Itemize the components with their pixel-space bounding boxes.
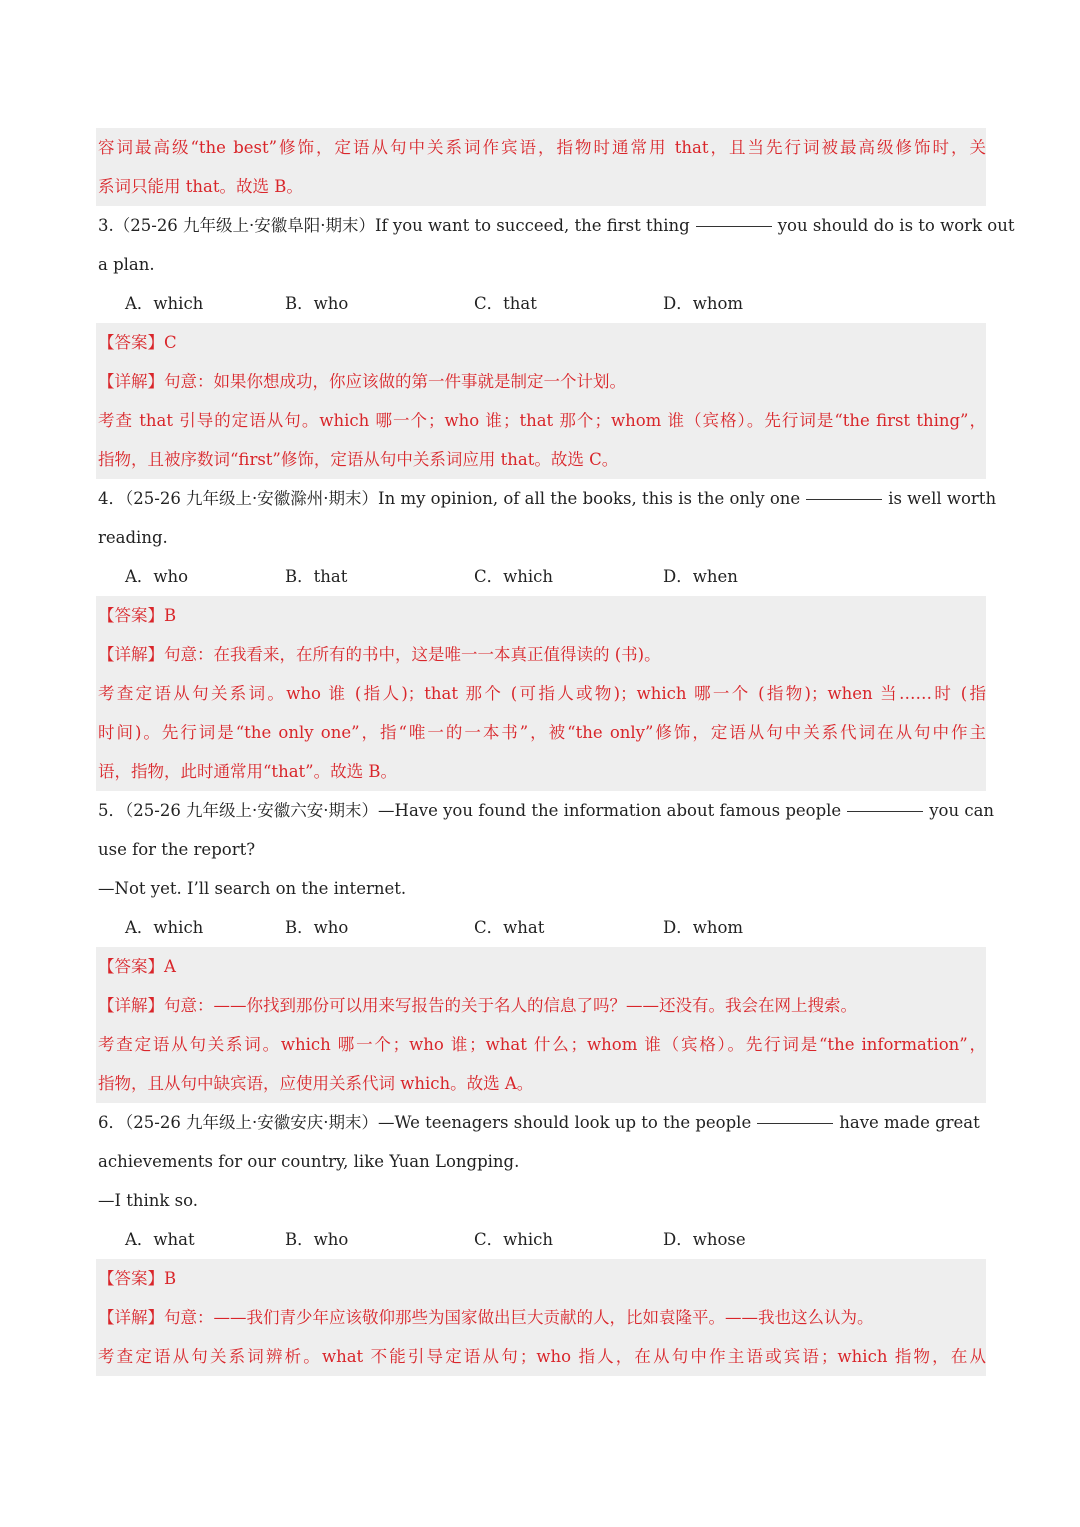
question-stem-line xyxy=(96,791,995,830)
option-a: A．what xyxy=(125,1230,195,1249)
stem-text: you should do is to work out xyxy=(777,216,1015,235)
explanation-line: 语，指物，此时通常用“that”。故选 B。 xyxy=(98,762,397,781)
answer-line: 【答案】C xyxy=(98,333,177,352)
carryover-explanation-box xyxy=(96,128,986,206)
option-a: A．which xyxy=(125,294,204,313)
option-c: C．which xyxy=(474,567,554,586)
stem-text: have made great xyxy=(839,1113,980,1132)
explanation-line: 考查定语从句关系词辨析。what 不能引导定语从句；who 指人，在从句中作主语或宾语；which 指物，在从 xyxy=(98,1347,986,1366)
question-6 xyxy=(96,1103,986,1376)
question-stem-line xyxy=(96,206,1015,245)
question-4 xyxy=(96,479,997,791)
stem-text: 3.（25-26 九年级上·安徽阜阳·期末）If you want to succeed, the first thing xyxy=(98,216,690,235)
option-a: A．which xyxy=(125,918,204,937)
explanation-line: 【详解】句意：——你找到那份可以用来写报告的关于名人的信息了吗？——还没有。我会在网上搜索。 xyxy=(98,996,857,1015)
options-row xyxy=(96,284,986,323)
option-b: B．who xyxy=(285,294,349,313)
explanation-line: 考查定语从句关系词。which 哪一个；who 谁；what 什么；whom 谁（宾格）。先行词是“the information”， xyxy=(98,1035,986,1054)
explanation-line: 指物，且被序数词“first”修饰，定语从句中关系词应用 that。故选 C。 xyxy=(98,450,619,469)
options-row xyxy=(96,908,986,947)
option-b: B．that xyxy=(285,567,348,586)
answer-blank xyxy=(696,225,772,227)
explanation-line: 时间)。先行词是“the only one”，指“唯一的一本书”，被“the only”修饰，定语从句中关系代词在从句中作主 xyxy=(98,723,986,742)
question-5 xyxy=(96,791,995,1103)
explanation-line: 指物，且从句中缺宾语，应使用关系代词 which。故选 A。 xyxy=(98,1074,534,1093)
question-stem-line: use for the report? xyxy=(98,840,256,859)
question-stem-line: —Not yet. I’ll search on the internet. xyxy=(98,879,407,898)
explanation-line: 【详解】句意：如果你想成功，你应该做的第一件事就是制定一个计划。 xyxy=(98,372,626,391)
stem-text: 4．（25-26 九年级上·安徽滁州·期末）In my opinion, of all the books, this is the only one xyxy=(98,489,801,508)
question-stem-line: —I think so. xyxy=(98,1191,199,1210)
answer-line: 【答案】A xyxy=(98,957,176,976)
question-stem-line: reading. xyxy=(98,528,168,547)
option-d: D．whom xyxy=(663,918,744,937)
question-3 xyxy=(96,206,1015,479)
explanation-line: 容词最高级“the best”修饰，定语从句中关系词作宾语，指物时通常用 that，且当先行词被最高级修饰时，关 xyxy=(98,138,986,157)
option-c: C．that xyxy=(474,294,537,313)
explanation-line: 【详解】句意：——我们青少年应该敬仰那些为国家做出巨大贡献的人，比如袁隆平。——我也这么认为。 xyxy=(98,1308,874,1327)
answer-line: 【答案】B xyxy=(98,1269,177,1288)
explanation-line: 考查 that 引导的定语从句。which 哪一个；who 谁；that 那个；whom 谁（宾格）。先行词是“the first thing”， xyxy=(98,411,986,430)
options-row xyxy=(96,1220,986,1259)
explanation-line: 系词只能用 that。故选 B。 xyxy=(98,177,303,196)
question-stem-line xyxy=(96,479,997,518)
question-stem-line: achievements for our country, like Yuan Longping. xyxy=(98,1152,520,1171)
option-d: D．whom xyxy=(663,294,744,313)
option-d: D．whose xyxy=(663,1230,746,1249)
answer-blank xyxy=(806,498,882,500)
answer-explanation-box xyxy=(96,1259,986,1376)
explanation-line: 考查定语从句关系词。who 谁 (指人)；that 那个 (可指人或物)；which 哪一个 (指物)；when 当……时 (指 xyxy=(98,684,986,703)
answer-explanation-box xyxy=(96,596,986,791)
answer-explanation-box xyxy=(96,947,986,1103)
document-page xyxy=(96,128,1015,1376)
question-stem-line: a plan. xyxy=(98,255,155,274)
options-row xyxy=(96,557,986,596)
stem-text: 5．（25-26 九年级上·安徽六安·期末）—Have you found the information about famous people xyxy=(98,801,842,820)
option-c: C．which xyxy=(474,1230,554,1249)
answer-line: 【答案】B xyxy=(98,606,177,625)
option-b: B．who xyxy=(285,1230,349,1249)
stem-text: 6．（25-26 九年级上·安徽安庆·期末）—We teenagers should look up to the people xyxy=(98,1113,752,1132)
explanation-line: 【详解】句意：在我看来，在所有的书中，这是唯一一本真正值得读的 (书)。 xyxy=(98,645,661,664)
stem-text: is well worth xyxy=(888,489,997,508)
stem-text: you can xyxy=(929,801,995,820)
answer-explanation-box xyxy=(96,323,986,479)
option-a: A．who xyxy=(125,567,189,586)
option-d: D．when xyxy=(663,567,738,586)
answer-blank xyxy=(847,810,923,812)
question-stem-line xyxy=(96,1103,986,1142)
answer-blank xyxy=(757,1122,833,1124)
option-c: C．what xyxy=(474,918,545,937)
option-b: B．who xyxy=(285,918,349,937)
